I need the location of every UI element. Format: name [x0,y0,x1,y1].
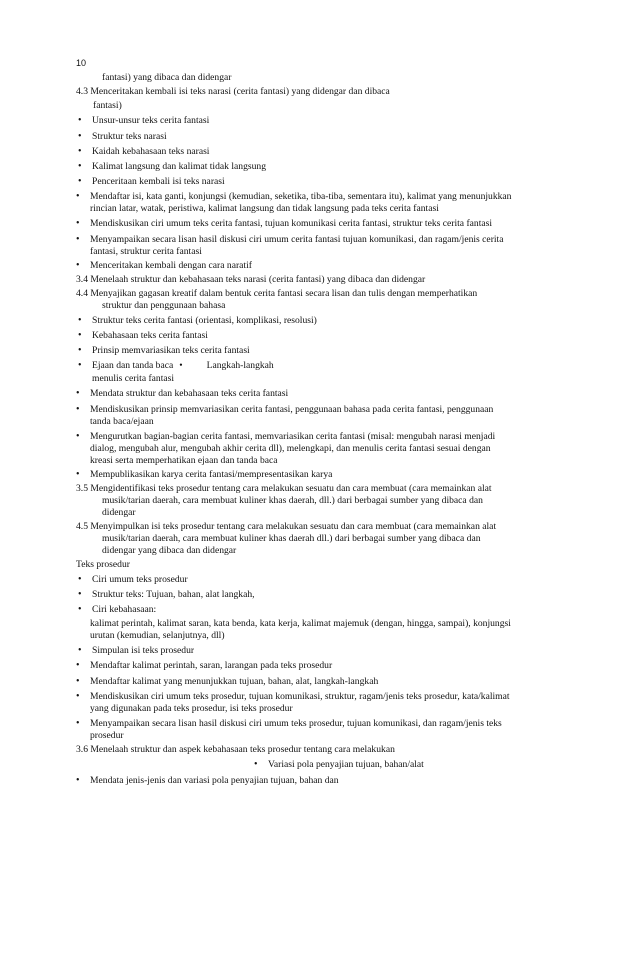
line-text: Struktur teks cerita fantasi (orientasi, komplikasi, resolusi) [92,315,317,326]
line-text: Kaidah kebahasaan teks narasi [92,146,210,157]
bullet-item [268,759,424,770]
line-text: fantasi) yang dibaca dan didengar [102,72,232,83]
text-line [102,300,225,311]
bullet-item [90,218,492,229]
line-text: 3.6 Menelaah struktur dan aspek kebahasaan teks prosedur tentang cara melakukan [76,744,395,755]
line-text: Mendiskusikan ciri umum teks prosedur, tujuan komunikasi, struktur, ragam/jenis teks prosedur, kata/kalimat [90,691,510,702]
text-line [102,72,231,83]
text-line [76,288,477,299]
bullet-item [92,589,255,600]
line-text: Penceritaan kembali isi teks narasi [92,176,225,187]
line-text: Mempublikasikan karya cerita fantasi/mempresentasikan karya [90,469,333,480]
line-text: Struktur teks: Tujuan, bahan, alat langkah, [92,589,255,600]
line-text: Menyampaikan secara lisan hasil diskusi ciri umum cerita fantasi tujuan komunikasi, dan ragam/jenis cerita [90,234,504,245]
bullet-item [90,676,378,687]
line-text: menulis cerita fantasi [92,373,175,384]
line-text: kalimat perintah, kalimat saran, kata benda, kata kerja, kalimat majemuk (dengan, hingga, sampai), konjungsi [90,618,511,629]
text-line [76,483,492,494]
text-line [102,533,481,544]
line-text: fantasi, struktur cerita fantasi [90,246,202,257]
bullet-item [90,718,502,729]
text-line [76,86,390,97]
bullet-item [90,469,332,480]
text-line [90,416,154,427]
text-line [90,703,293,714]
bullet-item [92,345,250,356]
line-text: Ejaan dan tanda baca [92,360,174,371]
page-number: 10 [76,58,87,68]
line-text: Kalimat langsung dan kalimat tidak langsung [92,161,266,172]
line-text: Mendaftar kalimat perintah, saran, larangan pada teks prosedur [90,660,333,671]
line-text: yang digunakan pada teks prosedur, isi teks prosedur [90,703,293,714]
line-text: Mendaftar kalimat yang menunjukkan tujuan, bahan, alat, langkah-langkah [90,676,379,687]
line-text: Mendata jenis-jenis dan variasi pola penyajian tujuan, bahan dan [90,775,339,786]
text-line [90,455,278,466]
line-text: dialog, mengubah alur, mengubah akhir cerita dll), melengkapi, dan menulis cerita fantasi sesuai dengan [90,443,491,454]
line-text: 4.5 Menyimpulkan isi teks prosedur tentang cara melakukan sesuatu dan cara membuat (cara memainkan alat [76,521,497,532]
line-text: rincian latar, watak, peristiwa, kalimat langsung dan tidak langsung pada teks cerita fantasi [90,203,439,214]
line-text: Mengurutkan bagian-bagian cerita fantasi, memvariasikan cerita fantasi (misal: mengubah narasi menjadi [90,431,496,442]
line-text: Prinsip memvariasikan teks cerita fantasi [92,345,250,356]
line-text: Menyampaikan secara lisan hasil diskusi ciri umum teks prosedur, tujuan komunikasi, dan ragam/jenis teks [90,718,502,729]
line-text: Ciri kebahasaan: [92,604,157,615]
line-text: didengar yang dibaca dan didengar [102,545,237,556]
inline-bullet-icon: • [179,360,183,371]
line-text: Simpulan isi teks prosedur [92,645,195,656]
bullet-item [90,431,495,442]
line-text: musik/tarian daerah, cara membuat kuliner khas daerah, dll.) dari berbagai sumber yang dibaca dan [102,495,483,506]
line-text: musik/tarian daerah, cara membuat kuliner khas daerah dll.) dari berbagai sumber yang dibaca dan [102,533,481,544]
line-text: Menceritakan kembali dengan cara naratif [90,260,252,271]
line-text: 4.4 Menyajikan gagasan kreatif dalam bentuk cerita fantasi secara lisan dan tulis dengan memperhatikan [76,288,478,299]
bullet-item [92,131,167,142]
text-line [76,744,395,755]
bullet-item [90,691,510,702]
bullet-item [90,660,332,671]
line-text: didengar [102,507,136,518]
bullet-item [92,115,209,126]
bullet-item [92,604,156,615]
bullet-item [90,191,511,202]
line-text: Unsur-unsur teks cerita fantasi [92,115,210,126]
bullet-item [92,315,317,326]
line-text: Mendiskusikan ciri umum teks cerita fantasi, tujuan komunikasi cerita fantasi, struktur teks cerita fantasi [90,218,493,229]
text-line [76,559,130,570]
line-text: Struktur teks narasi [92,131,167,142]
bullet-item [90,260,252,271]
bullet-item [92,146,209,157]
text-line [102,495,483,506]
text-line [102,545,236,556]
bullet-item [92,176,225,187]
text-line [92,373,174,384]
text-line [90,630,225,641]
line-text: Kebahasaan teks cerita fantasi [92,330,208,341]
bullet-item [90,234,503,245]
text-line [90,203,439,214]
line-text: urutan (kemudian, selanjutnya, dll) [90,630,225,641]
text-line [102,507,136,518]
bullet-item [92,574,188,585]
line-text: Teks prosedur [76,559,130,570]
line-text: Mendiskusikan prinsip memvariasikan cerita fantasi, penggunaan bahasa pada cerita fantasi, penggunaan [90,404,494,415]
bullet-item [92,330,208,341]
line-text: Variasi pola penyajian tujuan, bahan/alat [268,759,424,770]
text-line [90,443,491,454]
line-text: kreasi serta memperhatikan ejaan dan tanda baca [90,455,278,466]
line-text: Ciri umum teks prosedur [92,574,188,585]
text-line [90,618,511,629]
text-line [90,730,124,741]
line-text: 4.3 Menceritakan kembali isi teks narasi (cerita fantasi) yang didengar dan dibaca [76,86,390,97]
line-extra-text: Langkah-langkah [206,360,274,371]
line-text: 3.4 Menelaah struktur dan kebahasaan teks narasi (cerita fantasi) yang dibaca dan didengar [76,274,426,285]
bullet-item [92,645,194,656]
bullet-item [90,388,288,399]
line-text: Mendaftar isi, kata ganti, konjungsi (kemudian, seketika, tiba-tiba, sementara itu), kalimat yang menunjukkan [90,191,512,202]
line-text: 3.5 Mengidentifikasi teks prosedur tentang cara melakukan sesuatu dan cara membuat (cara memainkan alat [76,483,492,494]
line-text: tanda baca/ejaan [90,416,154,427]
line-text: struktur dan penggunaan bahasa [102,300,226,311]
bullet-item [92,360,274,371]
line-text: prosedur [90,730,124,741]
text-line [93,100,122,111]
bullet-item [90,404,493,415]
bullet-item [90,775,339,786]
bullet-item [92,161,266,172]
text-line [76,274,425,285]
line-text: fantasi) [93,100,122,111]
text-line [90,246,202,257]
line-text: Mendata struktur dan kebahasaan teks cerita fantasi [90,388,289,399]
text-line [76,521,496,532]
